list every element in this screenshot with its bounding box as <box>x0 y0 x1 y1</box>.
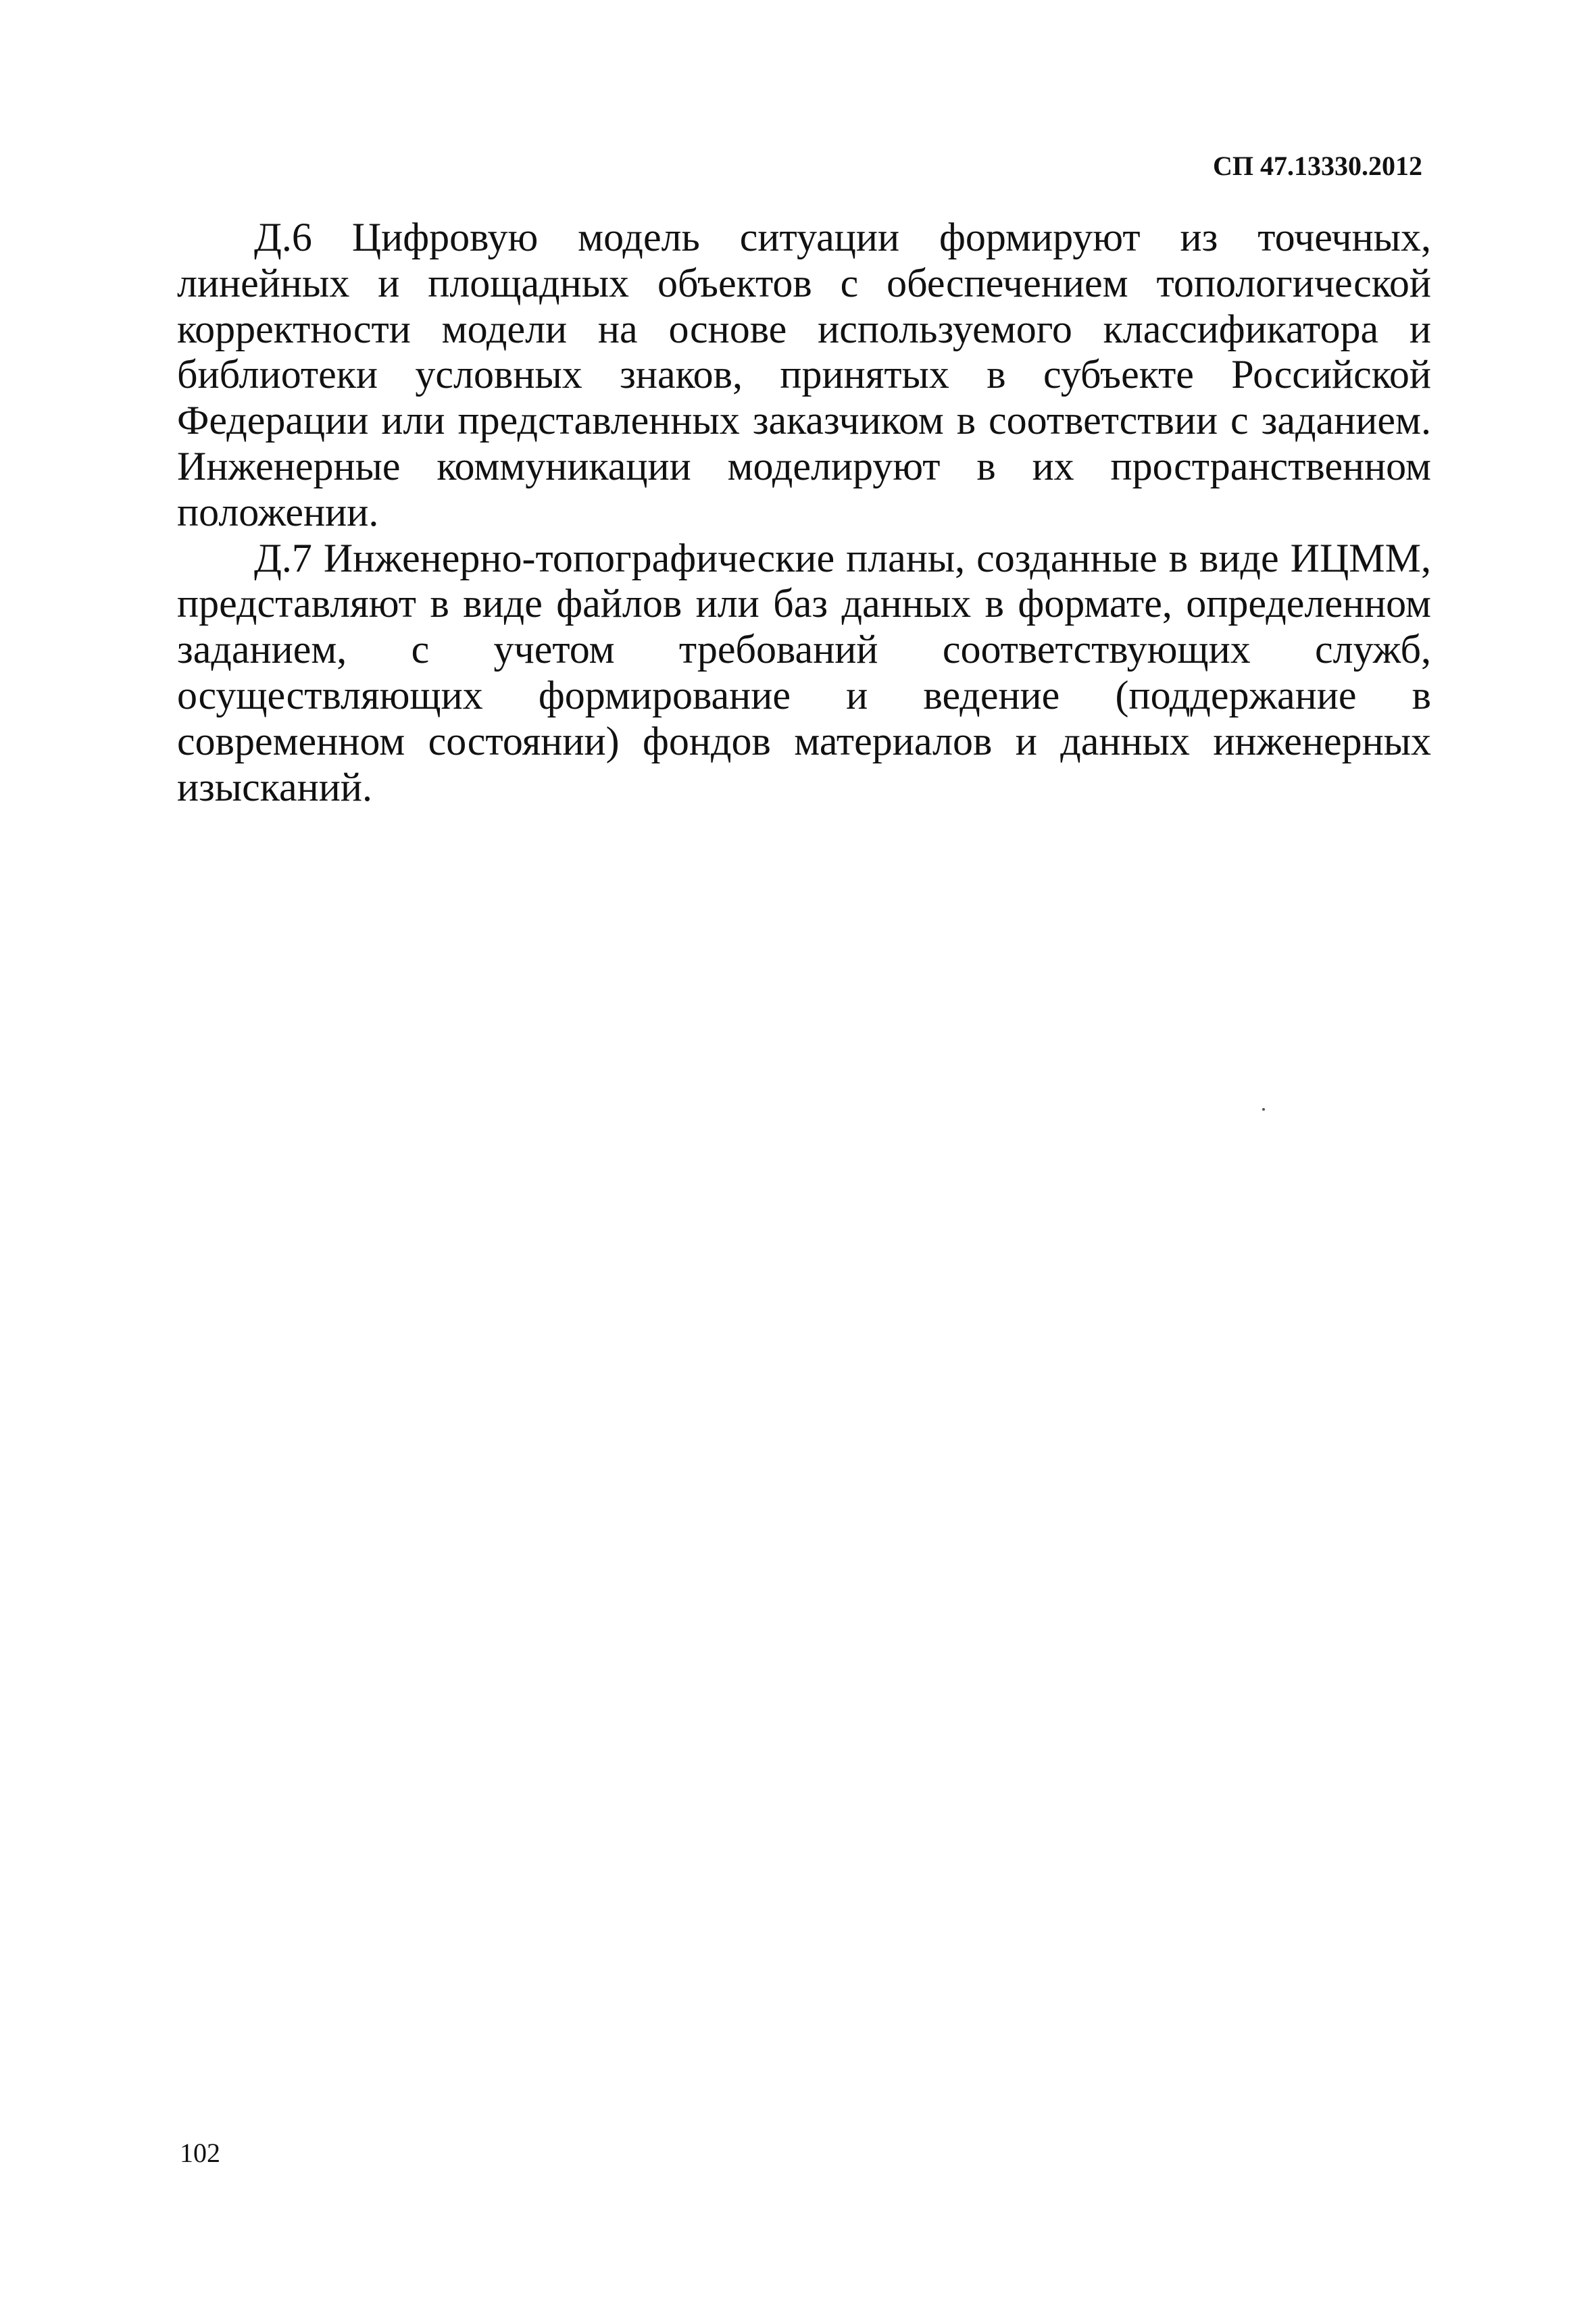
paragraph-d7: Д.7 Инженерно-топографические планы, созданные в виде ИЦММ, представляют в виде файлов или баз данных в формате, определенном заданием, с учетом требований соответствующих служб, осуществляющих формирование и ведение (поддержание в современном состоянии) фондов материалов и данных инженерных изысканий. <box>177 535 1431 809</box>
paragraph-d6: Д.6 Цифровую модель ситуации формируют из точечных, линейных и площадных объектов с обеспечением топологической корректности модели на основе используемого классификатора и библиотеки условных знаков, принятых в субъекте Российской Федерации или представленных заказчиком в соответствии с заданием. Инженерные коммуникации моделируют в их пространственном положении. <box>177 215 1431 534</box>
scan-speck <box>1262 1108 1265 1111</box>
page-number: 102 <box>180 2138 220 2168</box>
document-code-header: СП 47.13330.2012 <box>1213 151 1422 181</box>
body-text <box>177 215 1431 810</box>
